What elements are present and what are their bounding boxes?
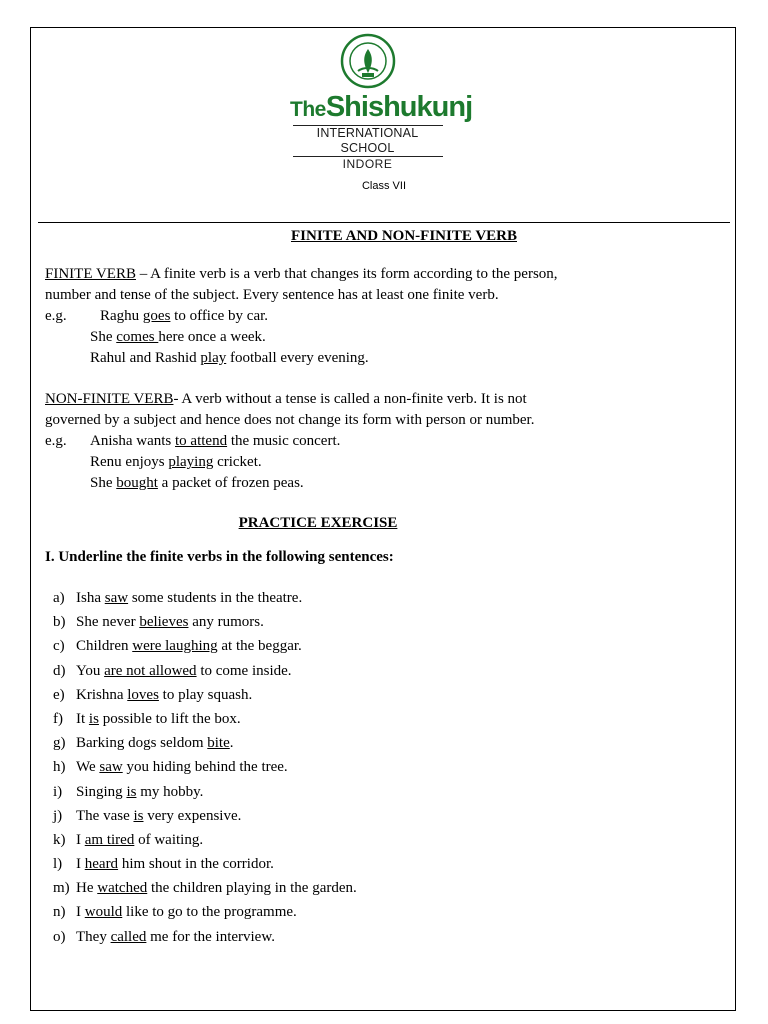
brand-wordmark: TheShishukunj	[290, 91, 473, 123]
finite-definition-line2: number and tense of the subject. Every sentence has at least one finite verb.	[45, 287, 499, 303]
list-item: c) Children were laughing at the beggar.	[53, 638, 302, 655]
list-item: e) Krishna loves to play squash.	[53, 686, 253, 703]
nonfinite-example: Anisha wants to attend the music concert.	[90, 433, 341, 449]
school-name: INTERNATIONAL SCHOOL	[293, 125, 443, 157]
list-item: d) You are not allowed to come inside.	[53, 662, 292, 679]
header-divider	[38, 222, 730, 223]
practice-title: PRACTICE EXERCISE	[238, 515, 398, 531]
list-item: m) He watched the children playing in the garden.	[53, 880, 357, 897]
list-item: b) She never believes any rumors.	[53, 614, 264, 631]
nonfinite-eg-label: e.g.	[45, 433, 67, 449]
finite-eg-label: e.g.	[45, 308, 67, 324]
finite-example: Raghu goes to office by car.	[100, 308, 269, 324]
school-city: INDORE	[342, 157, 393, 171]
list-item: l) I heard him shout in the corridor.	[53, 856, 274, 873]
nonfinite-example: Renu enjoys playing cricket.	[90, 454, 262, 470]
page-title: FINITE AND NON-FINITE VERB	[290, 228, 517, 244]
school-logo	[290, 33, 473, 171]
class-label: Class VII	[361, 180, 406, 192]
finite-definition: FINITE VERB – A finite verb is a verb that changes its form according to the person,	[45, 266, 558, 282]
list-item: o) They called me for the interview.	[53, 928, 275, 945]
nonfinite-example: She bought a packet of frozen peas.	[90, 475, 304, 491]
finite-example: Rahul and Rashid play football every evening.	[90, 350, 369, 366]
exercise-heading: I. Underline the finite verbs in the following sentences:	[45, 549, 394, 565]
list-item: j) The vase is very expensive.	[53, 807, 242, 824]
exercise-list	[53, 587, 713, 950]
list-item: h) We saw you hiding behind the tree.	[53, 759, 288, 776]
nonfinite-definition-line2: governed by a subject and hence does not change its form with person or number.	[45, 412, 535, 428]
nonfinite-definition: NON-FINITE VERB- A verb without a tense is called a non-finite verb. It is not	[45, 391, 527, 407]
list-item: f) It is possible to lift the box.	[53, 710, 241, 727]
school-seal-icon	[340, 33, 396, 89]
finite-example: She comes here once a week.	[90, 329, 266, 345]
finite-term: FINITE VERB	[45, 266, 136, 282]
list-item: k) I am tired of waiting.	[53, 831, 204, 848]
list-item: g) Barking dogs seldom bite.	[53, 735, 234, 752]
nonfinite-term: NON-FINITE VERB	[45, 391, 174, 407]
list-item: i) Singing is my hobby.	[53, 783, 204, 800]
list-item: n) I would like to go to the programme.	[53, 904, 297, 921]
list-item: a) Isha saw some students in the theatre.	[53, 590, 303, 606]
